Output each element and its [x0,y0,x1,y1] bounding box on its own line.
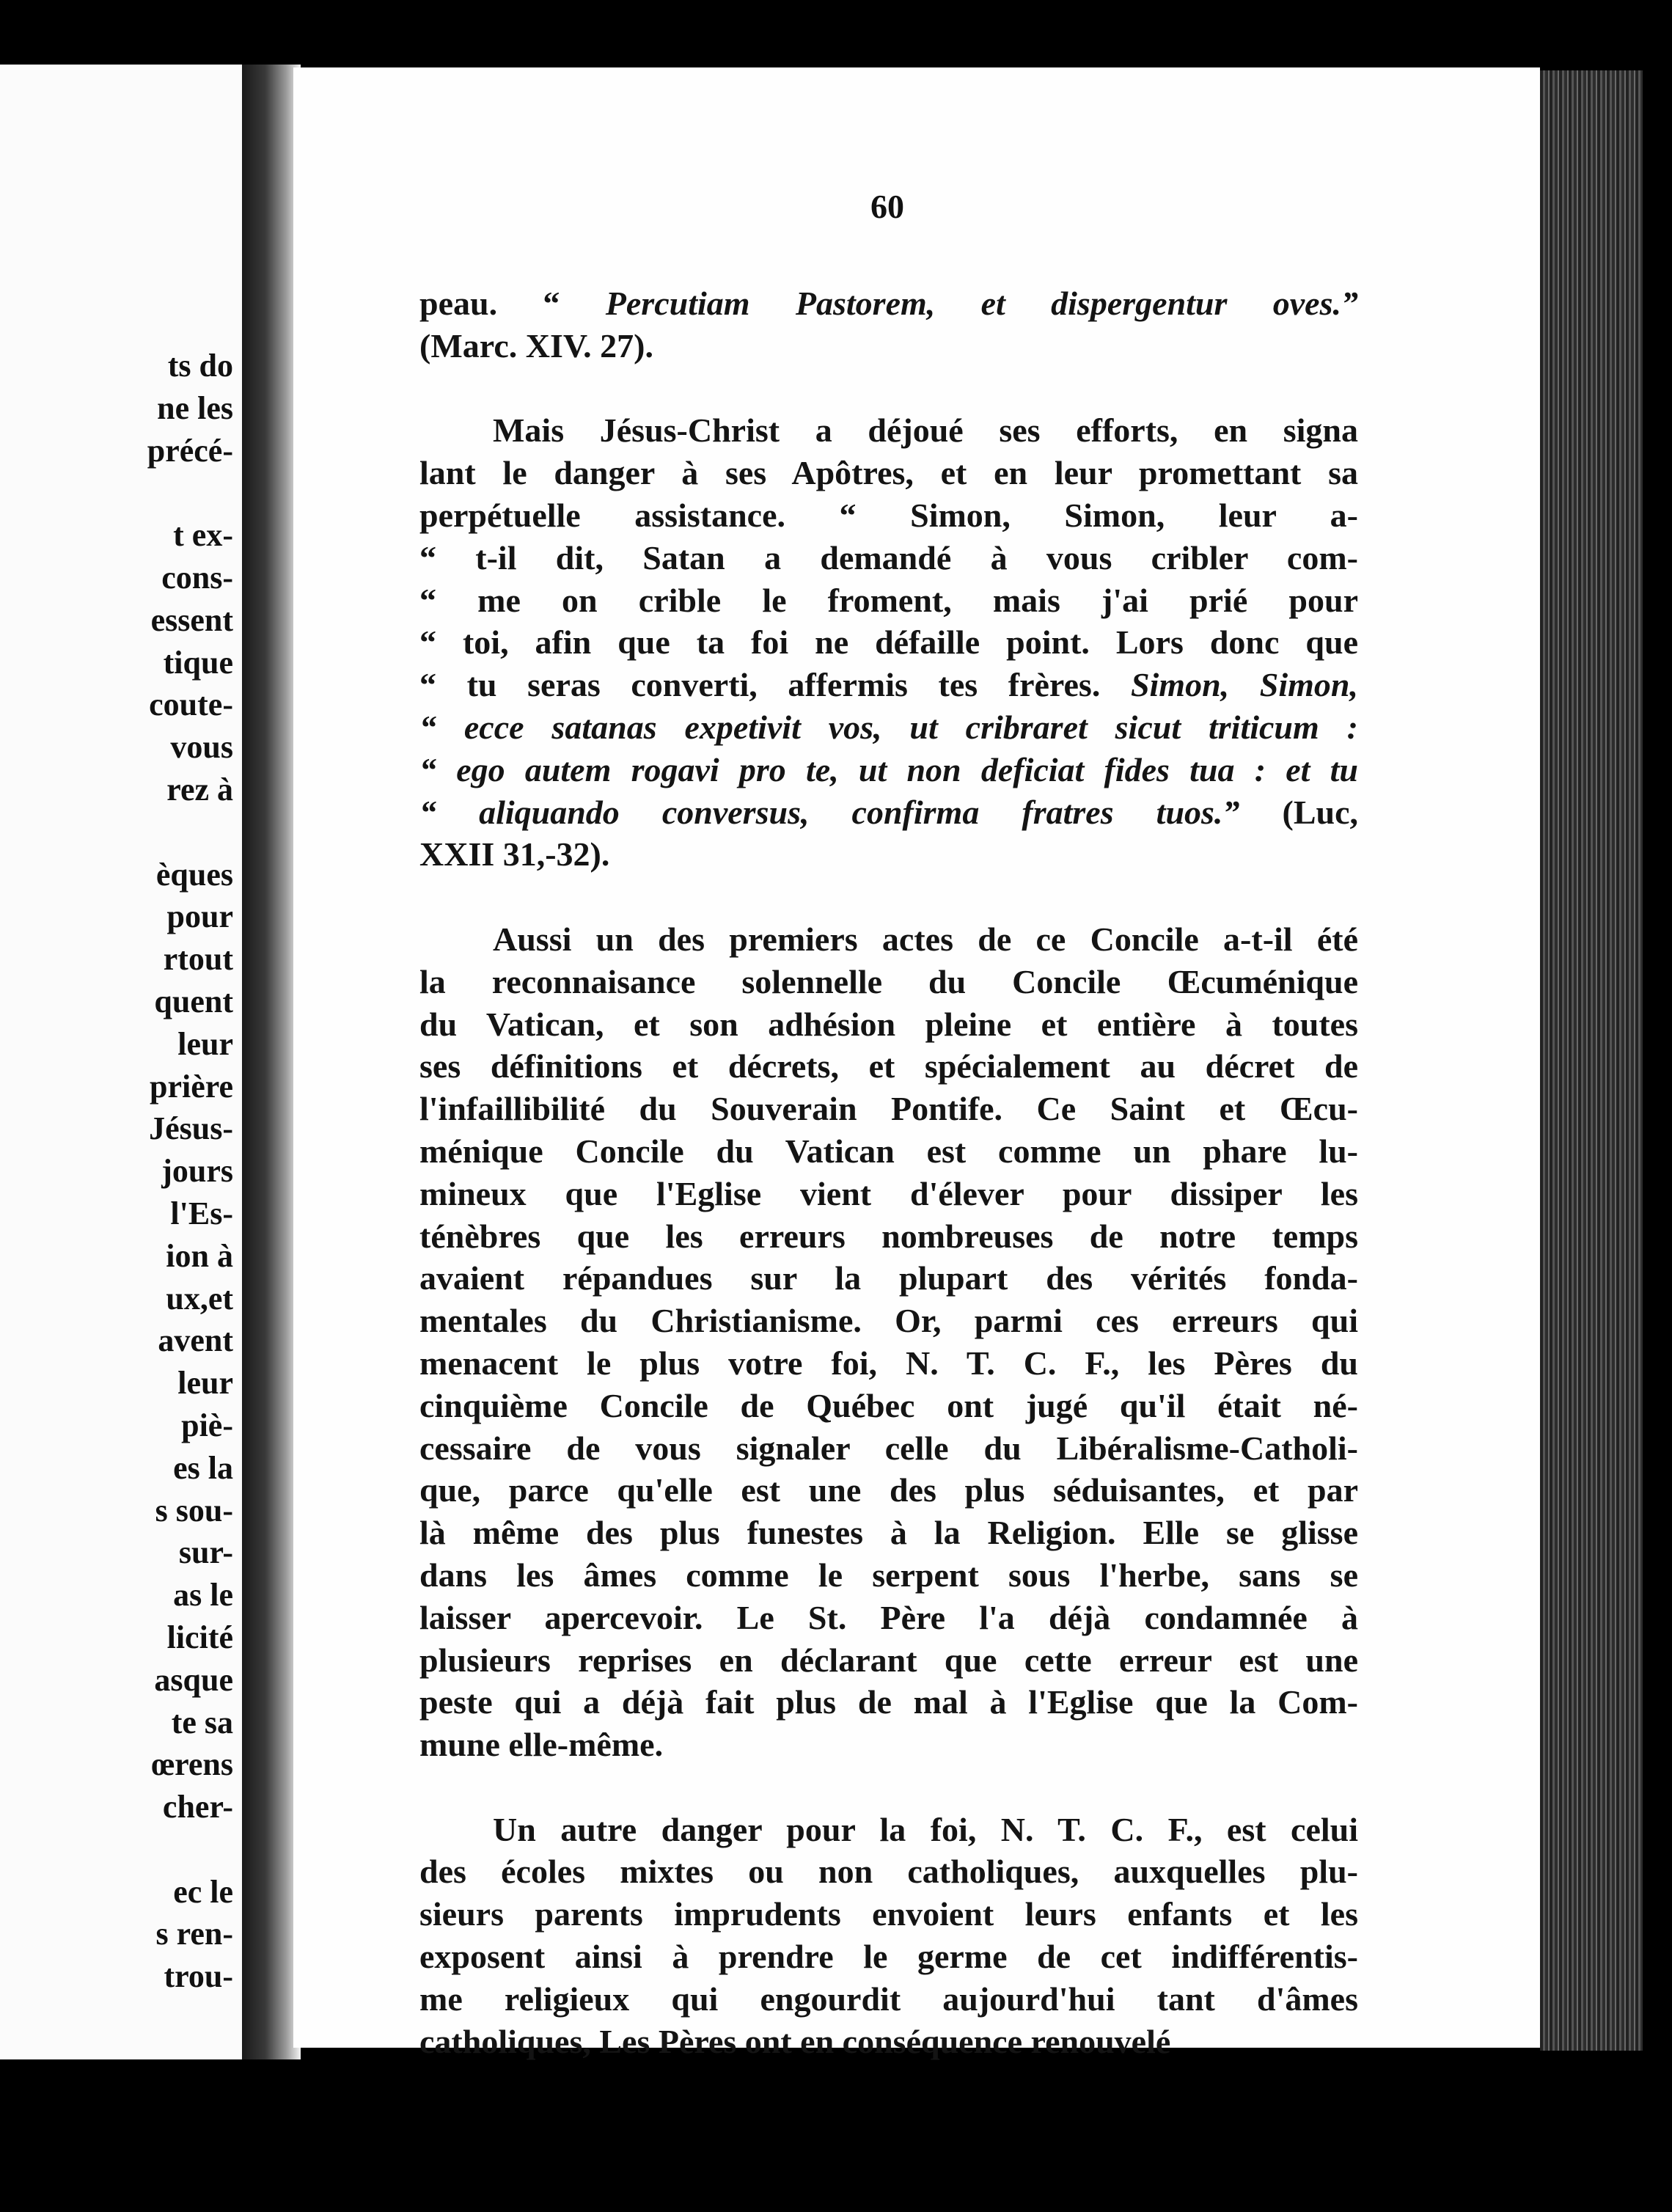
facing-page-line: tique [163,644,233,681]
text-line: mune elle-même. [419,1726,664,1764]
facing-page-left [0,65,246,2059]
facing-page-line: coute- [149,686,233,723]
facing-page-line: rez à [166,771,233,807]
facing-page-line: essent [150,601,233,638]
text-line: l'infaillibilité du Souverain Pontife. Ce Saint et Œcu- [419,1090,1358,1128]
facing-page-line: t ex- [173,517,233,554]
text-line: “ tu seras converti, affermis tes frères. Simon, Simon, [419,666,1359,704]
latin-quote: Percutiam Pastorem, et dispergentur oves.” [605,285,1358,322]
facing-page-line: cher- [162,1789,233,1825]
page-number: 60 [870,188,904,225]
text-line: plusieurs reprises en déclarant que cette erreur est une [419,1641,1358,1679]
text-line: mineux que l'Eglise vient d'élever pour dissiper les [419,1174,1358,1212]
facing-page-line: trou- [164,1958,233,1995]
facing-page-line: piè- [181,1407,233,1443]
facing-page-line: Jésus- [149,1110,233,1147]
text-line: “ t-il dit, Satan a demandé à vous cribler com- [419,538,1358,576]
text-line: XXII 31,-32). [419,835,610,874]
text-line: sieurs parents imprudents envoient leurs enfants et les [419,1895,1358,1933]
facing-page-line [0,1828,233,1871]
facing-page-line: leur [177,1025,233,1062]
facing-page-line: ux,et [166,1280,233,1316]
facing-page-line: ec le [173,1873,233,1910]
facing-page-line: jours [161,1153,233,1190]
text-line: laisser apercevoir. Le St. Père l'a déjà condamnée à [419,1598,1358,1636]
book-gutter [242,65,301,2059]
text-line: “ ecce satanas expetivit vos, ut cribraret sicut triticum : [419,708,1358,746]
facing-page-line: ion à [166,1237,233,1274]
facing-page-line: sur- [178,1534,233,1571]
facing-page-line: as le [173,1577,233,1614]
facing-page-line: prière [149,1068,233,1105]
paragraph-2 [419,409,1358,876]
text-line: catholiques, Les Pères ont en conséquence renouvelé [419,2022,1171,2060]
text-line: Aussi un des premiers actes de ce Concile a-t-il été [493,920,1358,958]
text-line: exposent ainsi à prendre le germe de cet indifférentis- [419,1938,1358,1976]
text-line [419,282,1358,325]
text-line: perpétuelle assistance. “ Simon, Simon, leur a- [419,496,1358,534]
facing-page-text [0,345,233,1998]
facing-page-line: es la [173,1449,233,1486]
text-line: “ me on crible le froment, mais j'ai prié pour [419,581,1358,619]
facing-page-line: précé- [147,432,233,469]
facing-page-line: l'Es- [170,1195,233,1231]
latin-quote: Simon, Simon, [1130,666,1359,704]
facing-page-line: èques [155,856,233,893]
facing-page-line: leur [177,1365,233,1402]
facing-page-line: œrens [151,1746,233,1783]
text-line: là même des plus funestes à la Religion. Elle se glisse [419,1514,1358,1552]
body-text [419,282,1358,2062]
text-line: “ aliquando conversus, confirma fratres tuos.” (Luc, [419,793,1358,831]
text-line: mentales du Christianisme. Or, parmi ces erreurs qui [419,1302,1358,1340]
text-line: avaient répandues sur la plupart des vérités fonda- [419,1259,1358,1297]
facing-page-line: rtout [163,941,233,978]
text-line: “ toi, afin que ta foi ne défaille point. Lors donc que [419,623,1358,662]
text-line: peste qui a déjà fait plus de mal à l'Eglise que la Com- [419,1683,1358,1721]
text-line: des écoles mixtes ou non catholiques, auxquelles plu- [419,1853,1358,1891]
text-line: cessaire de vous signaler celle du Libéralisme-Catholi- [419,1429,1358,1467]
paragraph-3 [419,918,1358,1766]
paragraph-4 [419,1809,1358,2063]
text-line: Mais Jésus-Christ a déjoué ses efforts, en signa [493,411,1358,450]
text-line: dans les âmes comme le serpent sous l'herbe, sans se [419,1556,1358,1594]
text-line: cinquième Concile de Québec ont jugé qu'il était né- [419,1386,1358,1424]
text-line: Un autre danger pour la foi, N. T. C. F., est celui [493,1810,1358,1848]
text-line: du Vatican, et son adhésion pleine et entière à toutes [419,1005,1358,1043]
text-line: “ ego autem rogavi pro te, ut non deficiat fides tua : et tu [419,750,1358,788]
facing-page-line: ne les [157,389,233,426]
text-line-prefix: peau. “ [419,285,606,322]
text-line: (Marc. XIV. 27). [419,326,653,365]
facing-page-line: asque [154,1661,233,1698]
facing-page-line: quent [154,983,233,1019]
text-line: ménique Concile du Vatican est comme un phare lu- [419,1132,1358,1170]
text-line: me religieux qui engourdit aujourd'hui tant d'âmes [419,1980,1358,2018]
facing-page-line: avent [158,1322,233,1359]
text-line: la reconnaisance solennelle du Concile Œcuménique [419,962,1358,1000]
facing-page-line: s ren- [155,1916,233,1952]
text-line: ténèbres que les erreurs nombreuses de notre temps [419,1217,1358,1255]
paragraph-1 [419,282,1358,367]
text-line: ses définitions et décrets, et spécialement au décret de [419,1047,1358,1085]
facing-page-line: ts do [167,348,233,384]
page-edges [1540,70,1643,2051]
facing-page-line: te sa [171,1704,233,1740]
facing-page-line [0,472,233,514]
text-line: lant le danger à ses Apôtres, et en leur promettant sa [419,454,1358,492]
latin-quote: “ aliquando conversus, confirma fratres tuos.” [419,793,1240,831]
facing-page-line [0,811,233,854]
facing-page-line: vous [170,729,233,766]
facing-page-line: pour [166,898,233,935]
text-line: menacent le plus votre foi, N. T. C. F., les Pères du [419,1344,1358,1382]
facing-page-line: licité [166,1619,233,1655]
text-line: que, parce qu'elle est une des plus séduisantes, et par [419,1471,1358,1509]
facing-page-line: cons- [161,559,233,596]
facing-page-line: s sou- [155,1492,233,1528]
